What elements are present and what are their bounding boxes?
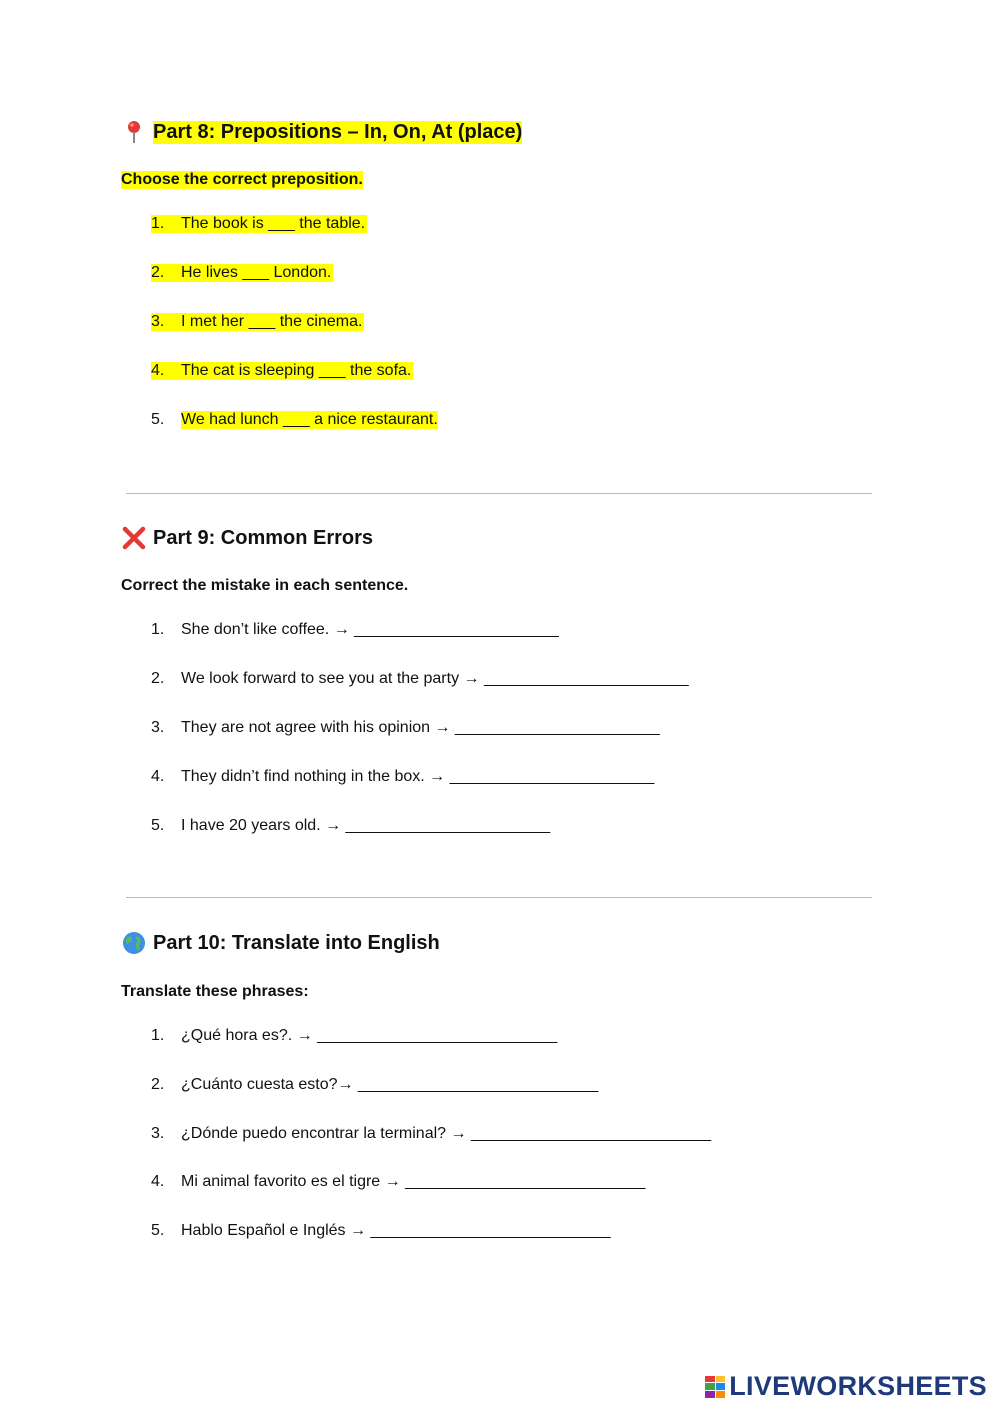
part8-item-5-text: We had lunch ___ a nice restaurant.: [181, 411, 438, 428]
part10-item-4: 4. Mi animal favorito es el tigre → ___________________________: [151, 1173, 646, 1190]
part9-item-5: 5. I have 20 years old. → _______________________: [151, 817, 551, 834]
part8-item-4-text: The cat is sleeping ___ the sofa.: [181, 362, 412, 379]
part9-title-text: Part 9: Common Errors: [153, 526, 374, 549]
divider-2: [126, 897, 872, 898]
part10-item-3-text: ¿Dónde puedo encontrar la terminal? → ___________________________: [181, 1125, 712, 1142]
part10-item-4-text: Mi animal favorito es el tigre → ___________________________: [181, 1173, 646, 1190]
liveworksheets-logo-text: LIVEWORKSHEETS: [729, 1371, 987, 1401]
part8-item-1: 1. The book is ___ the table.: [151, 215, 366, 232]
part10-item-1: 1. ¿Qué hora es?. → ___________________________: [151, 1027, 558, 1044]
part8-instruction: Choose the correct preposition.: [121, 171, 363, 188]
part8-item-5: 5. We had lunch ___ a nice restaurant.: [151, 411, 438, 428]
part10-item-5-text: Hablo Español e Inglés → ___________________________: [181, 1222, 611, 1239]
globe-icon: [121, 930, 147, 956]
part9-title: [121, 525, 373, 551]
part9-item-2: 2. We look forward to see you at the party → _______________________: [151, 670, 689, 687]
part10-title-text: Part 10: Translate into English: [153, 931, 440, 954]
part9-item-2-text: We look forward to see you at the party → _______________________: [181, 670, 689, 687]
part10-item-1-text: ¿Qué hora es?. → ___________________________: [181, 1027, 558, 1044]
part8-item-4: 4. The cat is sleeping ___ the sofa.: [151, 362, 412, 379]
part10-item-2-text: ¿Cuánto cuesta esto?→ ___________________________: [181, 1076, 599, 1093]
part10-instruction: Translate these phrases:: [121, 983, 309, 1000]
part9-item-5-text: I have 20 years old. → _______________________: [181, 817, 551, 834]
round-pushpin-icon: [121, 119, 147, 145]
part8-item-3: 3. I met her ___ the cinema.: [151, 313, 363, 330]
divider-1: [126, 493, 872, 494]
part10-title: [121, 930, 440, 956]
part10-item-5: 5. Hablo Español e Inglés → ___________________________: [151, 1222, 611, 1239]
part9-item-3-text: They are not agree with his opinion → _______________________: [181, 719, 660, 736]
part10-item-3: 3. ¿Dónde puedo encontrar la terminal? → ___________________________: [151, 1125, 712, 1142]
part9-item-1: 1. She don’t like coffee. → _______________________: [151, 621, 559, 638]
red-cross-mark-icon: [121, 525, 147, 551]
part8-item-2: 2. He lives ___ London.: [151, 264, 332, 281]
part8-title: [121, 119, 522, 145]
liveworksheets-logo-icon: [705, 1376, 725, 1398]
part8-item-3-text: I met her ___ the cinema.: [181, 313, 363, 330]
part9-instruction: Correct the mistake in each sentence.: [121, 577, 409, 594]
liveworksheets-logo[interactable]: [705, 1371, 987, 1402]
part9-item-3: 3. They are not agree with his opinion → _______________________: [151, 719, 660, 736]
part9-item-4: 4. They didn’t find nothing in the box. → _______________________: [151, 768, 655, 785]
part8-title-text: Part 8: Prepositions – In, On, At (place): [153, 120, 523, 143]
part10-item-2: 2. ¿Cuánto cuesta esto?→ ___________________________: [151, 1076, 599, 1093]
part9-item-1-text: She don’t like coffee. → _______________________: [181, 621, 559, 638]
part8-item-1-text: The book is ___ the table.: [181, 215, 366, 232]
part9-item-4-text: They didn’t find nothing in the box. → _______________________: [181, 768, 655, 785]
part8-item-2-text: He lives ___ London.: [181, 264, 332, 281]
